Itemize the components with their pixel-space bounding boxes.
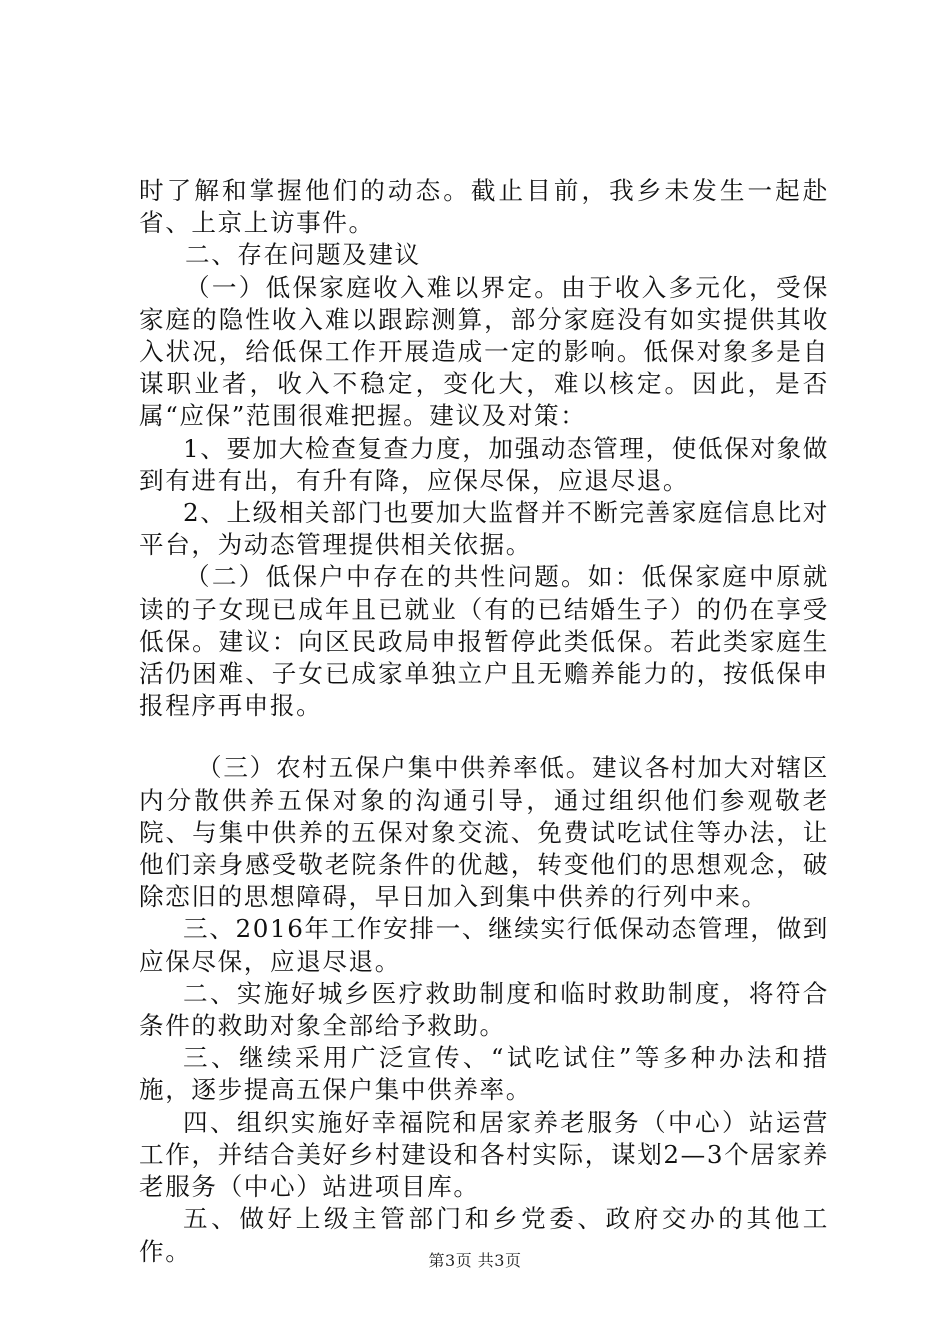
paragraph-suggestion-one: 1、要加大检查复查力度，加强动态管理，使低保对象做到有进有出，有升有降，应保尽保，应退尽退。 (139, 433, 829, 495)
paragraph-spacer (139, 722, 829, 752)
plan-item-two: 二、实施好城乡医疗救助制度和临时救助制度，将符合条件的救助对象全部给予救助。 (139, 978, 829, 1041)
paragraph-issue-one: （一）低保家庭收入难以界定。由于收入多元化，受保家庭的隐性收入难以跟踪测算，部分家庭没有如实提供其收入状况，给低保工作开展造成一定的影响。低保对象多是自谋职业者，收入不稳定，变化大，难以核定。因此，是否属“应保”范围很难把握。建议及对策： (139, 272, 829, 431)
paragraph-continuation: 时了解和掌握他们的动态。截止目前，我乡未发生一起赴省、上京上访事件。 (139, 176, 829, 238)
section-heading-plan: 三、2016年工作安排一、继续实行低保动态管理，做到应保尽保，应退尽退。 (139, 914, 829, 976)
page-footer: 第3页 共3页 (428, 1251, 522, 1270)
paragraph-issue-two: （二）低保户中存在的共性问题。如：低保家庭中原就读的子女现已成年且已就业（有的已结婚生子）的仍在享受低保。建议：向区民政局申报暂停此类低保。若此类家庭生活仍困难、子女已成家单独立户且无赡养能力的，按低保申报程序再申报。 (139, 562, 829, 721)
section-heading-problems: 二、存在问题及建议 (185, 240, 421, 270)
plan-item-four: 四、组织实施好幸福院和居家养老服务（中心）站运营工作，并结合美好乡村建设和各村实际，谋划2—3个居家养老服务（中心）站进项目库。 (139, 1107, 829, 1202)
plan-item-five: 五、做好上级主管部门和乡党委、政府交办的其他工作。 (139, 1204, 829, 1266)
paragraph-issue-three: （三）农村五保户集中供养率低。建议各村加大对辖区内分散供养五保对象的沟通引导，通过组织他们参观敬老院、与集中供养的五保对象交流、免费试吃试住等办法，让他们亲身感受敬老院条件的优越，转变他们的思想观念，破除恋旧的思想障碍，早日加入到集中供养的行列中来。 (139, 753, 829, 912)
paragraph-suggestion-two: 2、上级相关部门也要加大监督并不断完善家庭信息比对平台，为动态管理提供相关依据。 (139, 498, 829, 560)
plan-item-three: 三、继续采用广泛宣传、“试吃试住”等多种办法和措施，逐步提高五保户集中供养率。 (139, 1043, 829, 1105)
document-body (139, 175, 829, 1268)
